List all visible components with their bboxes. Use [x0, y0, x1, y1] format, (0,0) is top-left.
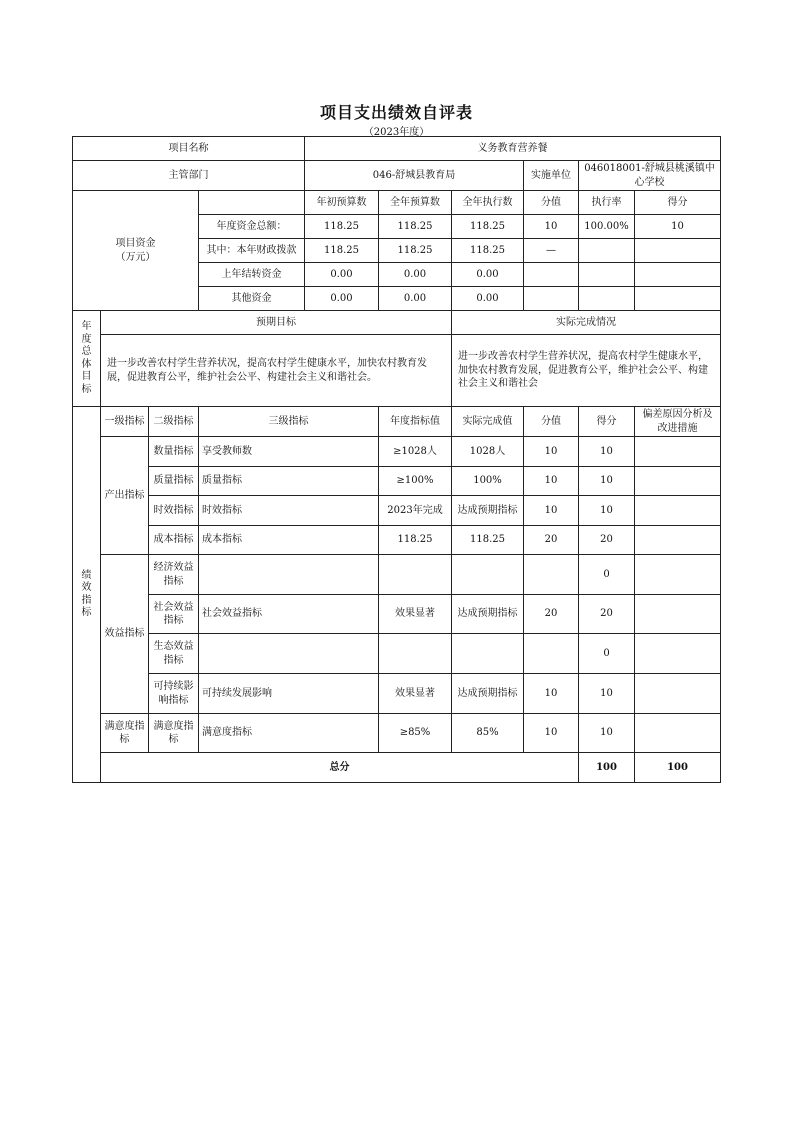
total-label: 总分	[101, 753, 579, 783]
perf-got: 0	[579, 634, 635, 674]
perf-l3: 成本指标	[199, 526, 379, 555]
funds-cell	[635, 263, 721, 287]
perf-score: 10	[524, 437, 579, 467]
perf-got: 10	[579, 674, 635, 714]
actual-goal-text: 进一步改善农村学生营养状况，提高农村学生健康水平，加快农村教育发展，促进教育公平，维护社会公平、构建社会主义和谐社会	[452, 335, 721, 407]
perf-l3	[199, 634, 379, 674]
perf-col-header: 一级指标	[101, 407, 149, 437]
perf-score: 10	[524, 467, 579, 496]
funds-col-header: 执行率	[579, 191, 635, 215]
funds-cell: —	[524, 239, 579, 263]
dept-value: 046-舒城县教育局	[305, 161, 524, 191]
funds-row-label: 其他资金	[199, 287, 305, 311]
perf-row	[73, 467, 721, 496]
perf-actual	[452, 555, 524, 595]
perf-got: 10	[579, 467, 635, 496]
perf-note	[635, 467, 721, 496]
dept-row	[73, 161, 721, 191]
unit-label: 实施单位	[524, 161, 579, 191]
perf-col-header: 得分	[579, 407, 635, 437]
perf-actual: 达成预期指标	[452, 674, 524, 714]
expected-goal-text: 进一步改善农村学生营养状况，提高农村学生健康水平，加快农村教育发展，促进教育公平，维护社会公平、构建社会主义和谐社会。	[101, 335, 452, 407]
perf-target: 效果显著	[379, 595, 452, 634]
perf-l3	[199, 555, 379, 595]
funds-cell: 118.25	[452, 215, 524, 239]
project-name-row	[73, 137, 721, 161]
perf-group-satisfaction: 满意度指标	[101, 714, 149, 753]
funds-cell: 118.25	[452, 239, 524, 263]
perf-target	[379, 634, 452, 674]
funds-cell	[635, 287, 721, 311]
funds-cell: 118.25	[379, 239, 452, 263]
perf-note	[635, 714, 721, 753]
perf-l3: 时效指标	[199, 496, 379, 526]
perf-row	[73, 674, 721, 714]
perf-header-row	[73, 407, 721, 437]
perf-l2: 可持续影响指标	[149, 674, 199, 714]
page-subtitle: （2023年度）	[363, 127, 430, 138]
project-name-value: 义务教育营养餐	[305, 137, 721, 161]
funds-label: 项目资金 （万元）	[73, 191, 199, 311]
funds-row-label: 年度资金总额：	[199, 215, 305, 239]
goals-header-row	[73, 311, 721, 335]
perf-l2: 社会效益指标	[149, 595, 199, 634]
funds-col-header: 年初预算数	[305, 191, 379, 215]
perf-score	[524, 634, 579, 674]
perf-target: 2023年完成	[379, 496, 452, 526]
funds-cell	[524, 287, 579, 311]
funds-cell: 0.00	[379, 287, 452, 311]
perf-got: 0	[579, 555, 635, 595]
perf-l3: 质量指标	[199, 467, 379, 496]
funds-col-header: 得分	[635, 191, 721, 215]
perf-actual: 118.25	[452, 526, 524, 555]
perf-score: 20	[524, 595, 579, 634]
perf-score: 10	[524, 496, 579, 526]
perf-row	[73, 714, 721, 753]
perf-got: 10	[579, 496, 635, 526]
perf-l3: 社会效益指标	[199, 595, 379, 634]
perf-l2: 成本指标	[149, 526, 199, 555]
perf-target: 效果显著	[379, 674, 452, 714]
funds-cell	[635, 239, 721, 263]
project-name-label: 项目名称	[73, 137, 305, 161]
funds-col-header: 全年预算数	[379, 191, 452, 215]
perf-l2: 经济效益指标	[149, 555, 199, 595]
funds-col-header: 分值	[524, 191, 579, 215]
funds-cell: 0.00	[305, 263, 379, 287]
page-title: 项目支出绩效自评表	[319, 103, 473, 122]
perf-l2: 质量指标	[149, 467, 199, 496]
perf-col-header: 三级指标	[199, 407, 379, 437]
perf-actual: 达成预期指标	[452, 595, 524, 634]
funds-cell: 0.00	[452, 263, 524, 287]
dept-label: 主管部门	[73, 161, 305, 191]
funds-row-label: 上年结转资金	[199, 263, 305, 287]
funds-row-label: 其中：本年财政拨款	[199, 239, 305, 263]
perf-row	[73, 634, 721, 674]
perf-target	[379, 555, 452, 595]
unit-value: 046018001-舒城县桃溪镇中心学校	[579, 161, 721, 191]
actual-goal-header: 实际完成情况	[452, 311, 721, 335]
goals-label	[73, 311, 101, 407]
perf-target: ≥1028人	[379, 437, 452, 467]
perf-score	[524, 555, 579, 595]
perf-note	[635, 634, 721, 674]
perf-score: 20	[524, 526, 579, 555]
perf-target: ≥100%	[379, 467, 452, 496]
perf-l2: 生态效益指标	[149, 634, 199, 674]
perf-label-text: 绩效指标	[81, 569, 92, 618]
perf-l2: 时效指标	[149, 496, 199, 526]
perf-actual	[452, 634, 524, 674]
perf-row	[73, 437, 721, 467]
perf-group-output: 产出指标	[101, 437, 149, 555]
funds-cell	[579, 287, 635, 311]
total-score: 100	[579, 753, 635, 783]
perf-note	[635, 526, 721, 555]
perf-l3: 满意度指标	[199, 714, 379, 753]
goals-label-text: 年度总体目标	[81, 321, 92, 395]
funds-cell	[579, 239, 635, 263]
perf-target: ≥85%	[379, 714, 452, 753]
perf-got: 10	[579, 437, 635, 467]
perf-got: 20	[579, 595, 635, 634]
perf-score: 10	[524, 714, 579, 753]
perf-got: 20	[579, 526, 635, 555]
total-got: 100	[635, 753, 721, 783]
goals-content-row	[73, 335, 721, 407]
perf-actual: 达成预期指标	[452, 496, 524, 526]
funds-cell: 0.00	[305, 287, 379, 311]
perf-l2: 数量指标	[149, 437, 199, 467]
funds-col-header: 全年执行数	[452, 191, 524, 215]
funds-cell	[579, 263, 635, 287]
perf-row	[73, 555, 721, 595]
total-row	[73, 753, 721, 783]
perf-note	[635, 437, 721, 467]
perf-target: 118.25	[379, 526, 452, 555]
evaluation-table	[72, 136, 721, 783]
funds-cell: 118.25	[379, 215, 452, 239]
perf-note	[635, 595, 721, 634]
funds-blank-header	[199, 191, 305, 215]
expected-goal-header: 预期目标	[101, 311, 452, 335]
perf-l2: 满意度指标	[149, 714, 199, 753]
perf-col-header: 二级指标	[149, 407, 199, 437]
funds-cell: 0.00	[452, 287, 524, 311]
perf-actual: 100%	[452, 467, 524, 496]
funds-cell: 100.00%	[579, 215, 635, 239]
perf-group-benefit: 效益指标	[101, 555, 149, 714]
funds-header-row	[73, 191, 721, 215]
perf-col-header: 偏差原因分析及改进措施	[635, 407, 721, 437]
perf-note	[635, 674, 721, 714]
perf-label	[73, 407, 101, 783]
perf-row	[73, 595, 721, 634]
funds-cell: 118.25	[305, 215, 379, 239]
perf-col-header: 年度指标值	[379, 407, 452, 437]
perf-row	[73, 496, 721, 526]
perf-col-header: 分值	[524, 407, 579, 437]
perf-l3: 享受教师数	[199, 437, 379, 467]
perf-actual: 1028人	[452, 437, 524, 467]
perf-l3: 可持续发展影响	[199, 674, 379, 714]
perf-note	[635, 555, 721, 595]
perf-row	[73, 526, 721, 555]
perf-actual: 85%	[452, 714, 524, 753]
funds-cell	[524, 263, 579, 287]
funds-cell: 0.00	[379, 263, 452, 287]
perf-col-header: 实际完成值	[452, 407, 524, 437]
perf-score: 10	[524, 674, 579, 714]
funds-cell: 118.25	[305, 239, 379, 263]
funds-cell: 10	[524, 215, 579, 239]
funds-cell: 10	[635, 215, 721, 239]
perf-note	[635, 496, 721, 526]
perf-got: 10	[579, 714, 635, 753]
